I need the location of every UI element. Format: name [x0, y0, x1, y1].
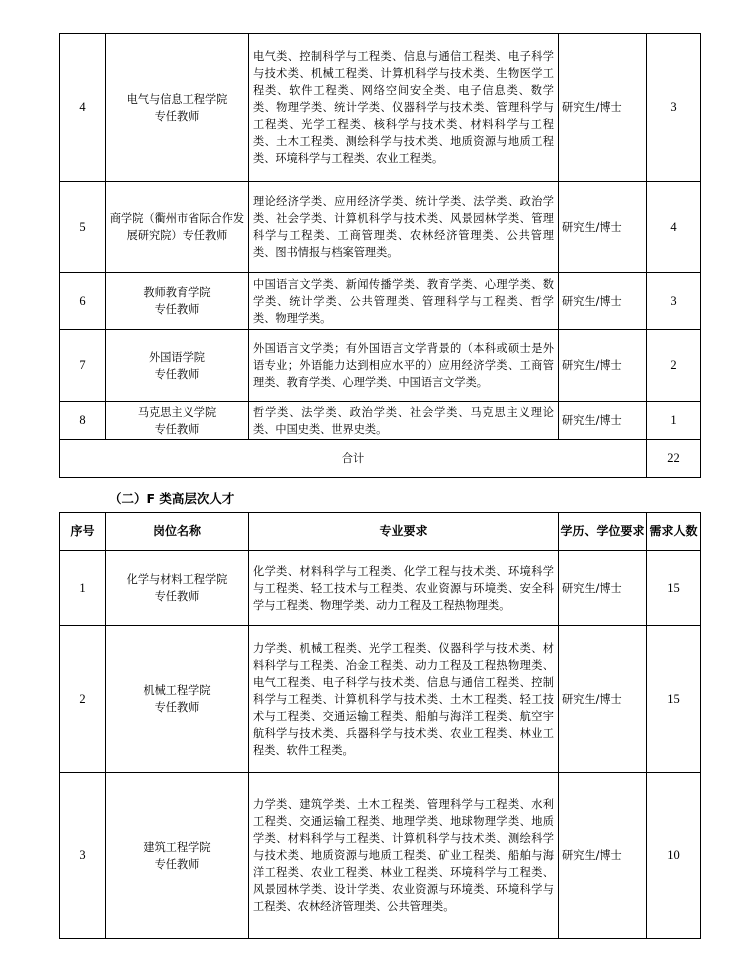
header-number: 序号 — [60, 513, 106, 551]
position-name: 机械工程学院 专任教师 — [106, 626, 249, 773]
demand-count: 15 — [647, 551, 701, 626]
table-row — [60, 551, 701, 626]
talent-table-f-class — [59, 512, 701, 939]
demand-count: 4 — [647, 182, 701, 273]
position-name: 建筑工程学院 专任教师 — [106, 773, 249, 939]
table-row — [60, 182, 701, 273]
table-row — [60, 773, 701, 939]
row-number: 5 — [60, 182, 106, 273]
demand-count: 3 — [647, 273, 701, 330]
degree-requirement: 研究生/博士 — [559, 626, 647, 773]
row-number: 1 — [60, 551, 106, 626]
row-number: 3 — [60, 773, 106, 939]
table-row — [60, 330, 701, 402]
section-title: （二）F 类高层次人才 — [109, 491, 235, 506]
major-requirements: 外国语言文学类；有外国语言文学背景的（本科或硕士是外语专业；外语能力达到相应水平的）应用经济学类、工商管理类、教育学类、心理学类、中国语言文学类。 — [249, 330, 559, 402]
degree-requirement: 研究生/博士 — [559, 330, 647, 402]
header-requirements: 专业要求 — [249, 513, 559, 551]
major-requirements: 力学类、机械工程类、光学工程类、仪器科学与技术类、材料科学与工程类、冶金工程类、动力工程及工程热物理类、电气工程类、电子科学与技术类、信息与通信工程类、控制科学与工程类、计算机科学与技术类、土木工程类、轻工技术与工程类、交通运输工程类、船舶与海洋工程类、航空宇航科学与技术类、兵器科学与技术类、农业工程类、林业工程类、软件工程类。 — [249, 626, 559, 773]
table-header-row — [60, 513, 701, 551]
total-label: 合计 — [60, 440, 647, 478]
major-requirements: 化学类、材料科学与工程类、化学工程与技术类、环境科学与工程类、轻工技术与工程类、农业资源与环境类、安全科学与工程类、物理学类、动力工程及工程热物理类。 — [249, 551, 559, 626]
row-number: 8 — [60, 402, 106, 440]
position-name: 商学院（衢州市省际合作发展研究院）专任教师 — [106, 182, 249, 273]
demand-count: 15 — [647, 626, 701, 773]
table-row — [60, 626, 701, 773]
degree-requirement: 研究生/博士 — [559, 34, 647, 182]
demand-count: 3 — [647, 34, 701, 182]
total-row — [60, 440, 701, 478]
degree-requirement: 研究生/博士 — [559, 551, 647, 626]
position-name: 马克思主义学院 专任教师 — [106, 402, 249, 440]
row-number: 2 — [60, 626, 106, 773]
degree-requirement: 研究生/博士 — [559, 182, 647, 273]
demand-count: 2 — [647, 330, 701, 402]
header-position: 岗位名称 — [106, 513, 249, 551]
degree-requirement: 研究生/博士 — [559, 773, 647, 939]
table-row — [60, 402, 701, 440]
demand-count: 10 — [647, 773, 701, 939]
total-value: 22 — [647, 440, 701, 478]
position-name: 电气与信息工程学院 专任教师 — [106, 34, 249, 182]
major-requirements: 中国语言文学类、新闻传播学类、教育学类、心理学类、数学类、统计学类、公共管理类、管理科学与工程类、哲学类、物理学类。 — [249, 273, 559, 330]
row-number: 4 — [60, 34, 106, 182]
talent-table-part1 — [59, 33, 701, 478]
major-requirements: 理论经济学类、应用经济学类、统计学类、法学类、政治学类、社会学类、计算机科学与技术类、风景园林学类、管理科学与工程类、工商管理类、农林经济管理类、公共管理类、图书情报与档案管理类。 — [249, 182, 559, 273]
row-number: 6 — [60, 273, 106, 330]
table-row — [60, 34, 701, 182]
major-requirements: 力学类、建筑学类、土木工程类、管理科学与工程类、水利工程类、交通运输工程类、地理学类、地球物理学类、地质学类、材料科学与工程类、计算机科学与技术类、测绘科学与技术类、地质资源与地质工程类、矿业工程类、船舶与海洋工程类、农业工程类、林业工程类、环境科学与工程类、风景园林学类、设计学类、农业资源与环境类、环境科学与工程类、农林经济管理类、公共管理类。 — [249, 773, 559, 939]
header-count: 需求人数 — [647, 513, 701, 551]
position-name: 外国语学院 专任教师 — [106, 330, 249, 402]
degree-requirement: 研究生/博士 — [559, 273, 647, 330]
degree-requirement: 研究生/博士 — [559, 402, 647, 440]
row-number: 7 — [60, 330, 106, 402]
major-requirements: 电气类、控制科学与工程类、信息与通信工程类、电子科学与技术类、机械工程类、计算机科学与技术类、生物医学工程类、软件工程类、网络空间安全类、电子信息类、数学类、物理学类、统计学类、仪器科学与技术类、管理科学与工程类、光学工程类、核科学与技术类、材料科学与工程类、土木工程类、测绘科学与技术类、地质资源与地质工程类、环境科学与工程类、农业工程类。 — [249, 34, 559, 182]
demand-count: 1 — [647, 402, 701, 440]
table-row — [60, 273, 701, 330]
position-name: 教师教育学院 专任教师 — [106, 273, 249, 330]
header-degree: 学历、学位要求 — [559, 513, 647, 551]
position-name: 化学与材料工程学院 专任教师 — [106, 551, 249, 626]
major-requirements: 哲学类、法学类、政治学类、社会学类、马克思主义理论类、中国史类、世界史类。 — [249, 402, 559, 440]
